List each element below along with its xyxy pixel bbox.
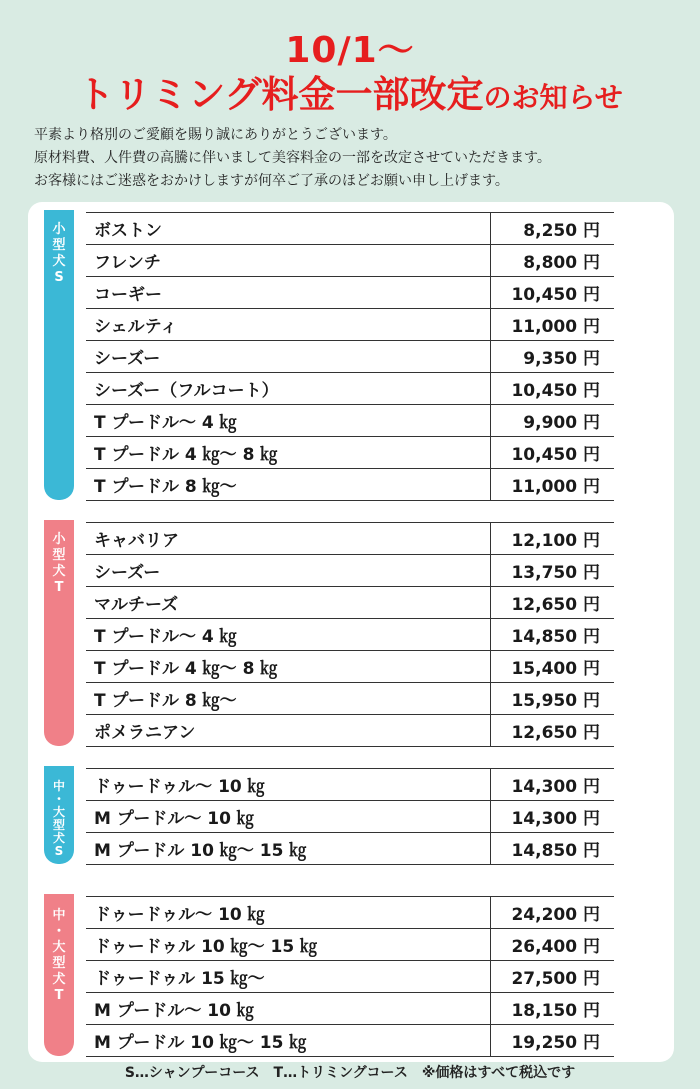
tab-char: S xyxy=(54,844,64,858)
item-name: ドゥードゥル〜 10 ㎏ xyxy=(94,777,265,797)
section-tab-small-shampoo xyxy=(44,210,74,500)
item-name: T プードル 4 ㎏〜 8 ㎏ xyxy=(94,445,278,465)
item-name: M プードル〜 10 ㎏ xyxy=(94,1001,254,1021)
tab-char: 型 xyxy=(52,818,65,832)
table-row xyxy=(86,832,614,865)
item-name: T プードル 8 ㎏〜 xyxy=(94,691,237,711)
footer-note: S…シャンプーコース T…トリミングコース ※価格はすべて税込です xyxy=(124,1065,576,1081)
item-name: フレンチ xyxy=(94,253,161,273)
table-row xyxy=(86,682,614,714)
tab-char: 犬 xyxy=(52,831,65,845)
item-price: 10,450 円 xyxy=(511,285,600,305)
table-row xyxy=(86,714,614,747)
notice-title-tail: のお知らせ xyxy=(483,81,623,114)
tab-char: 型 xyxy=(52,956,66,971)
item-name: キャバリア xyxy=(94,531,179,551)
section-tab-large-shampoo xyxy=(44,766,74,864)
table-row xyxy=(86,468,614,501)
table-row xyxy=(86,650,614,682)
item-name: T プードル 8 ㎏〜 xyxy=(94,477,237,497)
price-table-small-trimming xyxy=(86,522,614,747)
item-name: ドゥードゥル〜 10 ㎏ xyxy=(94,905,265,925)
item-name: シーズー xyxy=(94,349,161,369)
item-price: 14,300 円 xyxy=(511,809,600,829)
tab-char: 犬 xyxy=(52,564,66,579)
item-name: シーズー xyxy=(94,563,161,583)
intro-text xyxy=(34,124,684,193)
item-name: M プードル〜 10 ㎏ xyxy=(94,809,254,829)
tab-char: ・ xyxy=(52,924,66,939)
table-row xyxy=(86,992,614,1024)
item-price: 9,900 円 xyxy=(523,413,600,433)
tab-char: 小 xyxy=(52,222,66,237)
intro-line: 原材料費、人件費の高騰に伴いまして美容料金の一部を改定させていただきます。 xyxy=(34,150,551,166)
item-price: 12,650 円 xyxy=(511,595,600,615)
table-row xyxy=(86,928,614,960)
tab-char: 犬 xyxy=(52,972,66,987)
notice-date: 10/1〜 xyxy=(285,30,415,71)
notice-title xyxy=(0,64,700,118)
item-name: マルチーズ xyxy=(94,595,179,615)
table-row xyxy=(86,308,614,340)
item-price: 10,450 円 xyxy=(511,445,600,465)
item-name: M プードル 10 ㎏〜 15 ㎏ xyxy=(94,1033,307,1053)
tab-char: 大 xyxy=(52,940,66,955)
item-price: 27,500 円 xyxy=(511,969,600,989)
item-price: 14,850 円 xyxy=(511,627,600,647)
tab-char: 大 xyxy=(52,805,65,819)
table-row xyxy=(86,896,614,928)
item-price: 12,650 円 xyxy=(511,723,600,743)
item-price: 8,800 円 xyxy=(523,253,600,273)
item-price: 18,150 円 xyxy=(511,1001,600,1021)
tab-char: ・ xyxy=(52,792,65,806)
notice-title-main: トリミング料金一部改定 xyxy=(77,73,484,116)
tab-char: 型 xyxy=(52,238,66,253)
item-price: 15,400 円 xyxy=(511,659,600,679)
tab-char: T xyxy=(54,988,64,1003)
tab-char: 中 xyxy=(52,908,66,923)
item-name: ポメラニアン xyxy=(94,723,196,743)
table-row xyxy=(86,522,614,554)
item-name: M プードル 10 ㎏〜 15 ㎏ xyxy=(94,841,307,861)
item-price: 10,450 円 xyxy=(511,381,600,401)
table-row xyxy=(86,436,614,468)
section-tab-small-trimming xyxy=(44,520,74,746)
intro-line: お客様にはご迷惑をおかけしますが何卒ご了承のほどお願い申し上げます。 xyxy=(34,173,509,189)
table-row xyxy=(86,768,614,800)
tab-char: 中 xyxy=(52,779,65,793)
item-name: シェルティ xyxy=(94,317,178,337)
table-row xyxy=(86,800,614,832)
tab-char: 犬 xyxy=(52,254,66,269)
table-row xyxy=(86,340,614,372)
table-row xyxy=(86,554,614,586)
price-table-large-shampoo xyxy=(86,768,614,865)
tab-char: T xyxy=(54,580,64,595)
item-name: T プードル〜 4 ㎏ xyxy=(94,413,237,433)
tab-char: 小 xyxy=(52,532,66,547)
tab-char: 型 xyxy=(52,548,66,563)
table-row xyxy=(86,372,614,404)
item-price: 11,000 円 xyxy=(511,477,600,497)
price-table-large-trimming xyxy=(86,896,614,1057)
section-tab-large-trimming xyxy=(44,894,74,1056)
item-price: 8,250 円 xyxy=(523,221,600,241)
tab-char: S xyxy=(54,270,64,285)
item-name: ボストン xyxy=(94,221,162,241)
table-row xyxy=(86,404,614,436)
item-name: T プードル 4 ㎏〜 8 ㎏ xyxy=(94,659,278,679)
item-name: ドゥードゥル 10 ㎏〜 15 ㎏ xyxy=(94,937,318,957)
item-name: T プードル〜 4 ㎏ xyxy=(94,627,237,647)
table-row xyxy=(86,1024,614,1057)
item-price: 12,100 円 xyxy=(511,531,600,551)
item-price: 15,950 円 xyxy=(511,691,600,711)
item-price: 26,400 円 xyxy=(511,937,600,957)
item-name: コーギー xyxy=(94,285,162,305)
item-price: 19,250 円 xyxy=(511,1033,600,1053)
table-row xyxy=(86,212,614,244)
item-price: 14,850 円 xyxy=(511,841,600,861)
item-price: 14,300 円 xyxy=(511,777,600,797)
item-price: 24,200 円 xyxy=(511,905,600,925)
item-name: ドゥードゥル 15 ㎏〜 xyxy=(94,969,265,989)
table-row xyxy=(86,276,614,308)
table-row xyxy=(86,244,614,276)
item-price: 9,350 円 xyxy=(523,349,600,369)
price-table-small-shampoo xyxy=(86,212,614,501)
item-price: 13,750 円 xyxy=(511,563,600,583)
table-row xyxy=(86,618,614,650)
table-row xyxy=(86,960,614,992)
item-price: 11,000 円 xyxy=(511,317,600,337)
intro-line: 平素より格別のご愛顧を賜り誠にありがとうございます。 xyxy=(34,127,397,143)
item-name: シーズー（フルコート） xyxy=(94,381,279,401)
table-row xyxy=(86,586,614,618)
